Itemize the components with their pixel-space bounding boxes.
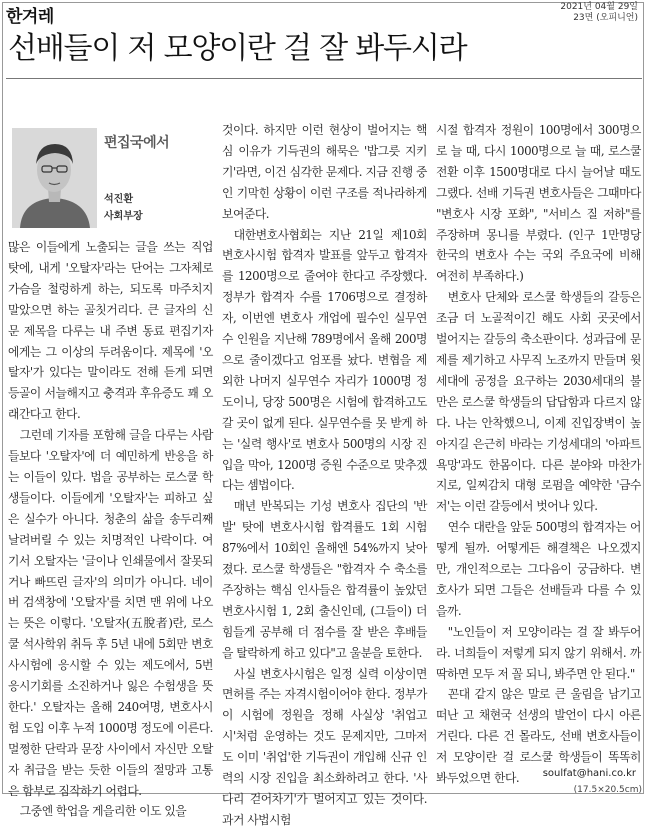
issue-meta xyxy=(560,2,638,24)
paragraph: 매년 반복되는 기성 변호사 집단의 '반발' 탓에 변호사시험 합격률도 1회 시험 87%에서 10회인 올해엔 54%까지 낮아졌다. 로스쿨 학생들은 "합격자 수 축소를 주장하는 핵심 인사들은 합격률이 높았던 변호사시험 1, 2회 출신인데, (그들이) 더 힘들게 공부해 더 점수를 잘 받은 후배들을 탈락하게 하고 있다"고 울분을 토한다. xyxy=(222,499,427,660)
headline-rule xyxy=(6,78,642,79)
paragraph: 대한변호사협회는 지난 21일 제10회 변호사시험 합격자 발표를 앞두고 합격자를 1200명으로 줄여야 한다고 주장했다. 정부가 합격자 수를 1706명으로 결정하자, 이번엔 변호사 개업에 필수인 실무연수 인원을 지난해 789명에서 올해 200명으로 줄이겠다고 엄포를 놨다. 변협을 제외한 나머지 실무연수 자리가 1000명 정도이니, 당장 500명은 시험에 합격하고도 갈 곳이 없게 된다. 실무연수를 못 받게 하는 '실력 행사'로 변호사 500명의 시장 진입을 막아, 1200명 증원 수준으로 맞추겠다는 셈법이다. xyxy=(222,227,427,493)
paragraph: 연수 대란을 앞둔 500명의 합격자는 어떻게 될까. 어떻게든 해결책은 나오겠지만, 개인적으로는 그다음이 궁금하다. 변호사가 되면 그들은 선배들과 다를 수 있을까. xyxy=(436,520,641,618)
paragraph: 것이다. 하지만 이런 현상이 벌어지는 핵심 이유가 기득권의 해묵은 '밥그릇 지키기'라면, 이건 심각한 문제다. 지금 진행 중인 기막힌 상황이 이런 구조를 적나라하게 보여준다. xyxy=(222,123,427,221)
author-portrait xyxy=(12,128,97,228)
quote-paragraph: "노인들이 저 모양이라는 걸 잘 봐두어라. 너희들이 저렇게 되지 않기 위해서. 까딱하면 모두 저 꼴 되니, 봐주면 안 된다." xyxy=(436,624,641,681)
issue-date: 2021년 04월 29일 xyxy=(560,2,638,12)
author-title: 사회부장 xyxy=(104,211,143,222)
paragraph: 그중엔 학업을 게을리한 이도 있을 xyxy=(19,804,187,819)
article-column-3 xyxy=(436,120,641,789)
paragraph: 사실 변호사시험은 일정 실력 이상이면 면허를 주는 자격시험이어야 한다. 정부가 이 시험에 정원을 정해 사실상 '취업고시'처럼 운영하는 것도 문제지만, 그마저도 이미 '취업'한 기득권이 개입해 신규 인력의 시장 진입을 최소화하려고 한다. '사다리 걷어차기'가 벌어지고 있는 것이다. 과거 사법시험 xyxy=(222,666,427,827)
section-label: 편집국에서 xyxy=(104,135,170,151)
paragraph: 변호사 단체와 로스쿨 학생들의 갈등은 조금 더 노골적이긴 해도 사회 곳곳에서 벌어지는 갈등의 축소판이다. 성과급에 문제를 제기하고 사무직 노조까지 만들며 윗세대에 공정을 요구하는 2030세대의 불만은 로스쿨 학생들의 답답함과 다르지 않다. 나는 안착했으니, 이제 진입장벽이 높아지길 은근히 바라는 기성세대의 '아파트 욕망'과도 한몸이다. 다른 분야와 마찬가지로, 일찌감치 대형 로펌을 예약한 '금수저'는 이런 갈등에서 벗어나 있다. xyxy=(436,290,641,514)
masthead: 한겨레 xyxy=(6,7,54,27)
paragraph: 많은 이들에게 노출되는 글을 쓰는 직업 탓에, 내게 '오탈자'라는 단어는 그자체로 가슴을 철렁하게 하는, 되도록 마주치지 말았으면 하는 골칫거리다. 큰 글자의 신문 제목을 다루는 내 주변 동료 편집기자에게는 그 이상의 두려움이다. 제목에 '오탈자'가 있다는 말이라도 전해 듣게 되면 등골이 서늘해지고 충격과 후유증도 꽤 오래간다고 한다. xyxy=(8,240,213,422)
paragraph: 꼰대 같지 않은 말로 큰 울림을 남기고 떠난 고 채현국 선생의 발언이 다시 아른거린다. 다른 건 몰라도, 선배 변호사들이 저 모양이란 걸 로스쿨 학생들이 똑똑히 봐두었으면 한다. xyxy=(436,687,641,786)
paragraph: 시절 합격자 정원이 100명에서 300명으로 늘 때, 다시 1000명으로 늘 때, 로스쿨 전환 이후 1500명대로 다시 늘어날 때도 그랬다. 선배 기득권 변호사들은 그때마다 "변호사 시장 포화", "서비스 질 저하"를 주장하며 몽니를 부렸다. (인구 1만명당 한국의 변호사 수는 국외 주요국에 비해 여전히 부족하다.) xyxy=(436,123,641,284)
headline: 선배들이 저 모양이란 걸 잘 봐두시라 xyxy=(8,31,467,66)
author-email: soulfat@hani.co.kr xyxy=(542,768,636,779)
paragraph: 그런데 기자를 포함해 글을 다루는 사람들보다 '오탈자'에 더 예민하게 반응을 하는 이들이 있다. 법을 공부하는 로스쿨 학생들이다. 이들에게 '오탈자'는 피하고 싶은 실수가 아니다. 청춘의 삶을 송두리째 날려버릴 수 있는 치명적인 나락이다. 여기서 오탈자는 '글이나 인쇄물에서 잘못되거나 빠뜨린 글자'의 의미가 아니다. 네이버 검색창에 '오탈자'를 치면 맨 위에 나오는 뜻은 이렇다. '오탈자(五脫者)란, 로스쿨 석사학위 취득 후 5년 내에 5회만 변호사시험에 응시할 수 있는 제도에서, 5번 응시기회를 소진하거나 잃은 수험생을 뜻한다.' 오탈자는 올해 240여명, 변호사시험 도입 이후 누적 1000명 정도에 이른다. 멀쩡한 단락과 문장 사이에서 자신만 오탈자 취급을 받는 듯한 이들의 절망과 고통은 함부로 짐작하기 어렵다. xyxy=(8,428,213,798)
author-name: 석진환 xyxy=(104,194,133,205)
article-column-1 xyxy=(8,237,213,822)
article-column-2 xyxy=(222,120,427,831)
page-section: 23면 (오피니언) xyxy=(573,13,638,23)
clipping-size: (17.5×20.5cm) xyxy=(573,785,642,795)
